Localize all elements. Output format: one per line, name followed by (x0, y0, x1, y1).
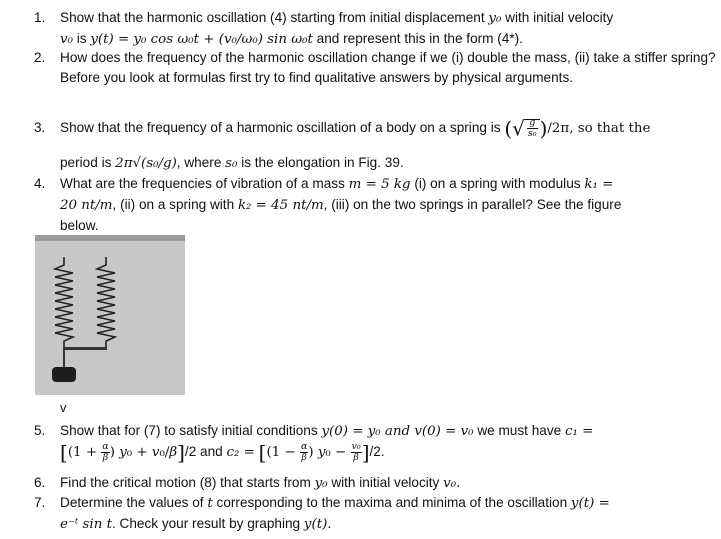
problem-text: Show that the harmonic oscillation (4) starting from initial displacement y₀ with initial velocity v₀ is y(t) = y₀ cos ω₀t + (v₀/ω₀) sin ω₀t and represent this in the form (4*). (60, 10, 614, 47)
problem-text: Find the critical motion (8) that starts from y₀ with initial velocity v₀. (60, 475, 461, 491)
crossbar (63, 347, 107, 350)
problem-text: What are the frequencies of vibration of a mass m = 5 kg (i) on a spring with modulus k₁ = 20 nt/m, (ii) on a spring with k₂ = 45 nt/m, (iii) on the two springs in parallel? See the figure below. (60, 176, 622, 233)
problem-text: Show that for (7) to satisfy initial conditions y(0) = y₀ and v(0) = v₀ we must have c₁ = [(1 + $\frac{\alpha}{\beta}$ ) y₀ + v₀/β]/2 and c₂ = [(1 − $\frac{\alpha}{\beta}$ ) y₀ − $\frac{\text{v₀}}{\beta}$ ]/2. (60, 423, 594, 465)
problem-text: Determine the values of t corresponding to the maxima and minima of the oscillation y(t) = e⁻ᵗ sin t. Check your result by graphing y(t). (60, 495, 610, 532)
problem-number: 1. (34, 10, 46, 25)
figure-caption: v (60, 400, 67, 415)
hanger-rod (63, 347, 65, 367)
spring-left (53, 257, 75, 347)
spring-right (95, 257, 117, 347)
problem-number: 4. (34, 176, 46, 191)
c2-expression: [(1 − $\frac{\alpha}{\beta}$ ) y₀ − $\frac{\text{v₀}}{\beta}$ ] (258, 440, 370, 465)
problem-number: 5. (34, 423, 46, 438)
mass-block (52, 367, 76, 382)
problem-text: Show that the frequency of a harmonic oscillation of a body on a spring is (√ $\frac{g}{\text{s₀}}$ )/2π, so that the period is 2π√(s₀/g), where s₀ is the elongation in Fig. 39. (60, 116, 651, 172)
springs-photo (35, 235, 185, 395)
c1-expression: [(1 + $\frac{\alpha}{\beta}$ ) y₀ + v₀/β] (60, 440, 185, 465)
problem-text: How does the frequency of the harmonic oscillation change if we (i) double the mass, (ii) take a stiffer spring? Before you look at formulas first try to find qualitative answers by physical arguments. (60, 50, 716, 85)
problem-number: 3. (34, 120, 46, 135)
period-formula: 2π√(s₀/g) (115, 156, 177, 172)
g-over-s0-fraction: $\frac{g}{\text{s₀}}$ (527, 117, 537, 139)
equation: y(t) = y₀ cos ω₀t + (v₀/ω₀) sin ω₀t (90, 32, 313, 47)
ceiling-mount (35, 235, 185, 241)
problem-number: 7. (34, 495, 46, 510)
problem-number: 6. (34, 475, 46, 490)
problem-number: 2. (34, 50, 46, 65)
